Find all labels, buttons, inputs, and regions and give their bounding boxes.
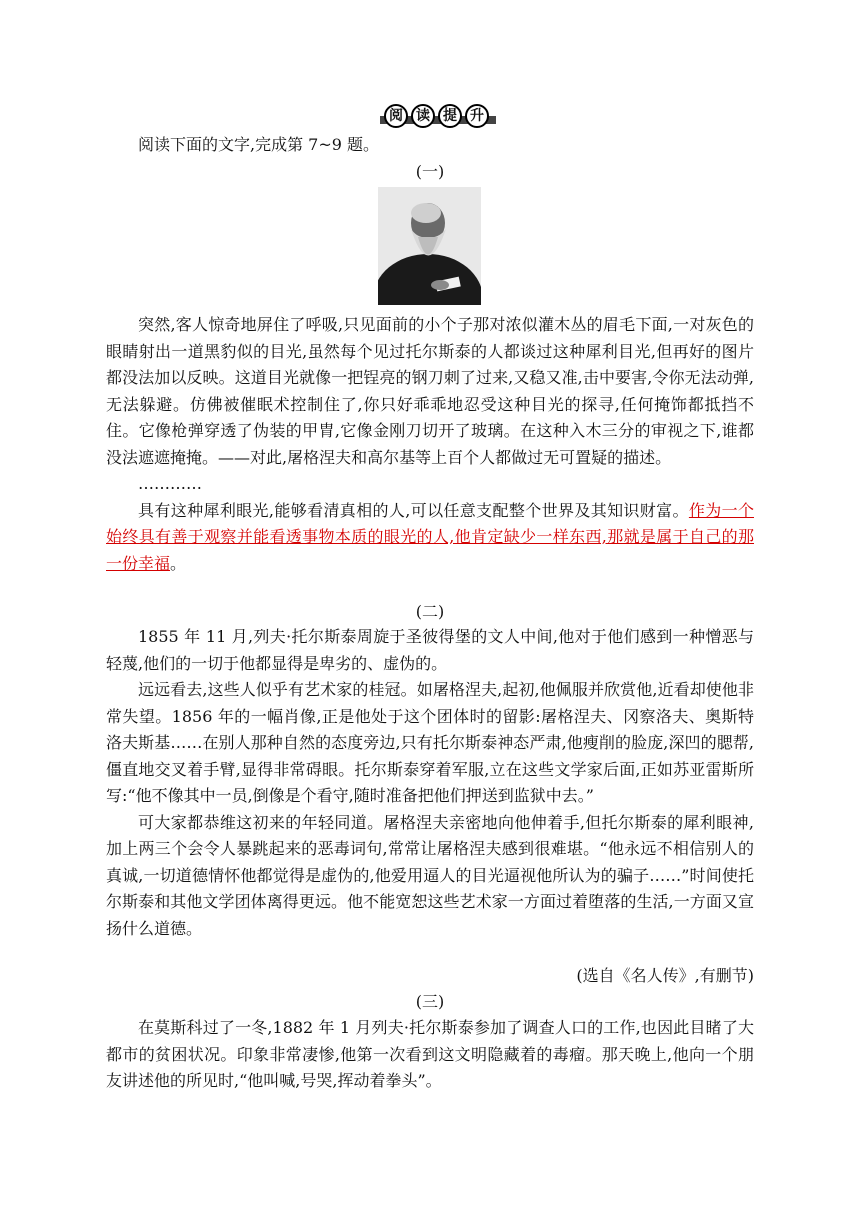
banner-char: 读 (411, 104, 435, 128)
section1-para1: 突然,客人惊奇地屏住了呼吸,只见面前的小个子那对浓似灌木丛的眉毛下面,一对灰色的眼睛射出一道黑豹似的目光,虽然每个见过托尔斯泰的人都谈过这种犀利目光,但再好的图片都没法加以反映。这道目光就像一把锃亮的钢刀刺了过来,又稳又准,击中要害,令你无法动弹,无法躲避。仿佛被催眠术控制住了,你只好乖乖地忍受这种目光的探寻,任何掩饰都抵挡不住。它像枪弹穿透了伪装的甲胄,它像金刚刀切开了玻璃。在这种入木三分的审视之下,谁都没法遮遮掩掩。——对此,屠格涅夫和高尔基等上百个人都做过无可置疑的描述。 (106, 315, 754, 467)
section3-block (106, 1015, 754, 1095)
instruction-text: 阅读下面的文字,完成第 7~9 题。 (138, 135, 380, 154)
section1-para2-end: 。 (170, 553, 187, 573)
banner-char: 升 (465, 104, 489, 128)
section1-para2-normal: 具有这种犀利眼光,能够看清真相的人,可以任意支配整个世界及其知识财富。 (138, 500, 689, 520)
section2-para1: 1855 年 11 月,列夫·托尔斯泰周旋于圣彼得堡的文人中间,他对于他们感到一种憎恶与轻蔑,他们的一切于他都显得是卑劣的、虚伪的。 (106, 627, 754, 673)
section1-ellipsis: ………… (138, 474, 202, 493)
tolstoy-portrait (378, 187, 481, 305)
section-heading-2: (二) (415, 602, 445, 621)
section2-para2: 远远看去,这些人似乎有艺术家的桂冠。如屠格涅夫,起初,他佩服并欣赏他,近看却使他非常失望。1856 年的一幅肖像,正是他处于这个团体时的留影:屠格涅夫、冈察洛夫、奥斯特洛夫斯基……在别人那种自然的态度旁边,只有托尔斯泰神态严肃,他瘦削的脸庞,深凹的腮帮,僵直地交叉着手臂,显得非常碍眼。托尔斯泰穿着军服,立在这些文学家后面,正如苏亚雷斯所写:“他不像其中一员,倒像是个看守,随时准备把他们押送到监狱中去。” (106, 680, 754, 805)
section1-para1-block (106, 312, 754, 577)
section3-para1: 在莫斯科过了一冬,1882 年 1 月列夫·托尔斯泰参加了调查人口的工作,也因此目睹了大都市的贫困状况。印象非常凄惨,他第一次看到这文明隐藏着的毒瘤。那天晚上,他向一个朋友讲述他的所见时,“他叫喊,号哭,挥动着拳头”。 (106, 1018, 754, 1090)
section1-para2-highlight: 作为一个始终具有善于观察并能看透事物本质的眼光的人,他肯定缺少一样东西,那就是属于自己的那一份幸福 (106, 500, 754, 573)
section1-para2 (106, 498, 754, 578)
section2-block (106, 624, 754, 942)
reading-banner (384, 103, 492, 129)
banner-char: 阅 (384, 104, 408, 128)
section-heading-3: (三) (415, 992, 445, 1011)
section-heading-1: (一) (415, 162, 445, 181)
source-citation: (选自《名人传》,有删节) (576, 966, 754, 985)
section2-para3: 可大家都恭维这初来的年轻同道。屠格涅夫亲密地向他伸着手,但托尔斯泰的犀利眼神,加上两三个会令人暴跳起来的恶毒词句,常常让屠格涅夫感到很难堪。“他永远不相信别人的真诚,一切道德情怀他都觉得是虚伪的,他爱用逼人的目光逼视他所认为的骗子……”时间使托尔斯泰和其他文学团体离得更远。他不能宽恕这些艺术家一方面过着堕落的生活,一方面又宣扬什么道德。 (106, 812, 754, 938)
banner-char: 提 (438, 104, 462, 128)
portrait-image (378, 187, 481, 305)
